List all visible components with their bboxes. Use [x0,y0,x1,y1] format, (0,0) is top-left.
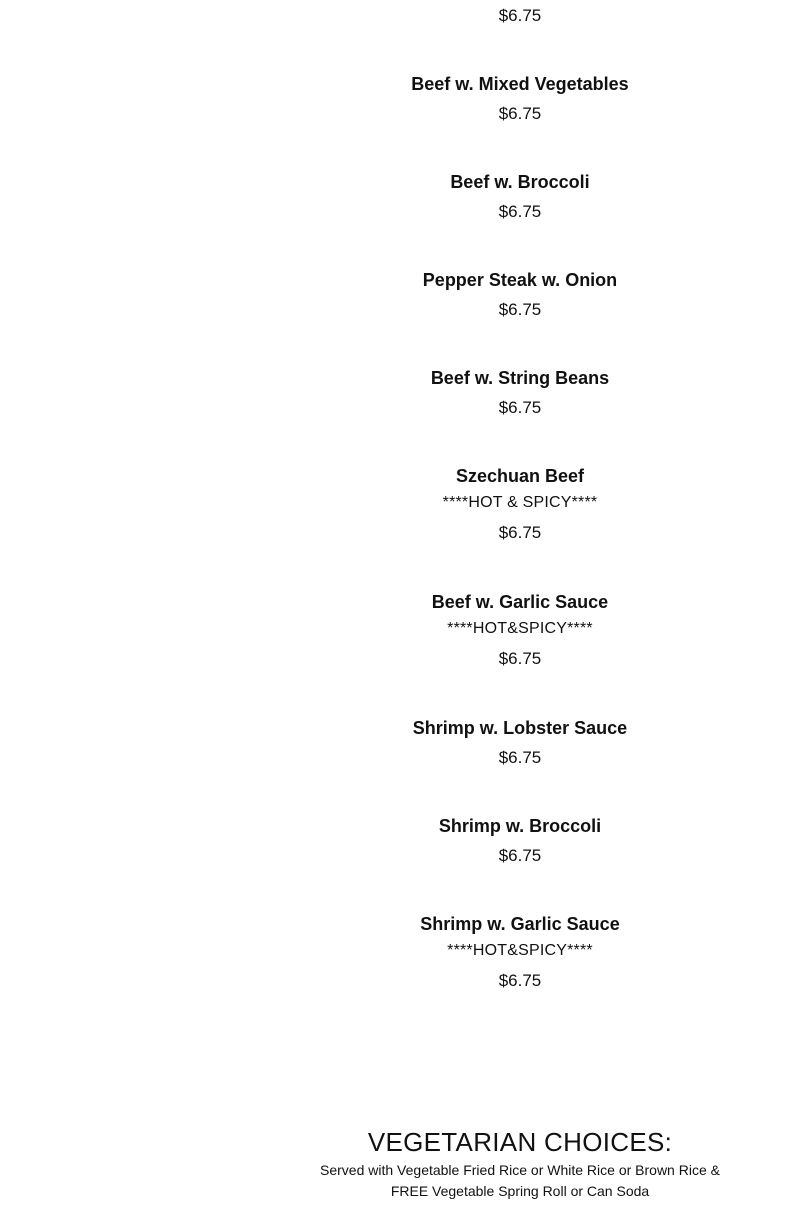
menu-item [300,171,740,223]
vegetarian-section [300,1126,740,1202]
section-title: VEGETARIAN CHOICES: [367,1127,673,1157]
menu-item [300,269,740,321]
item-price: $6.75 [498,649,542,668]
menu-item [300,815,740,867]
item-price: $6.75 [498,202,542,221]
item-price: $6.75 [498,104,542,123]
menu-item [300,591,740,670]
item-name: Shrimp w. Garlic Sauce [420,914,620,934]
item-price: $6.75 [498,398,542,417]
item-name: Pepper Steak w. Onion [422,270,618,290]
menu-item [300,717,740,769]
spicy-note: ****HOT&SPICY**** [447,942,593,959]
menu-item [300,465,740,544]
item-price: $6.75 [498,846,542,865]
item-name: Shrimp w. Broccoli [438,816,602,836]
section-description: Served with Vegetable Fried Rice or White Rice or Brown Rice & FREE Vegetable Spring Roll or Can Soda [320,1162,720,1199]
item-name: Beef w. Mixed Vegetables [411,74,629,94]
item-name: Shrimp w. Lobster Sauce [412,718,628,738]
menu-item [300,913,740,992]
item-price: $6.75 [498,6,542,25]
spicy-note: ****HOT&SPICY**** [447,620,593,637]
menu-item [300,367,740,419]
item-name: Beef w. Broccoli [450,172,590,192]
item-name: Szechuan Beef [455,466,585,486]
item-price: $6.75 [498,748,542,767]
item-price: $6.75 [498,523,542,542]
item-price: $6.75 [498,300,542,319]
item-name: Beef w. String Beans [430,368,610,388]
spicy-note: ****HOT & SPICY**** [442,494,598,511]
item-name: Beef w. Garlic Sauce [431,592,609,612]
menu-item [300,73,740,125]
item-price: $6.75 [498,971,542,990]
